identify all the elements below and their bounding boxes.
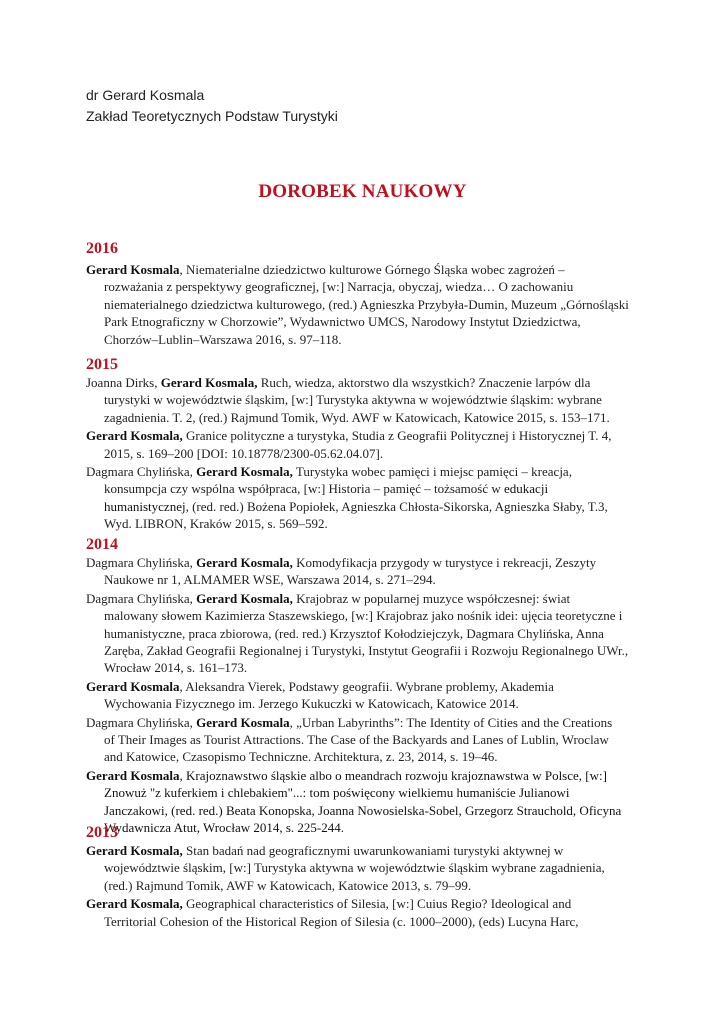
entry-text: Wrocław 2014, s. 161–173.	[104, 660, 248, 676]
entry-text: Krajobraz w popularnej muzyce współczesnej: świat	[292, 590, 571, 606]
entry-text: turystyki w województwie śląskim, [w:] Turystyka aktywna w województwie śląskim: wybrane	[104, 392, 602, 408]
author-name-bold: Gerard Kosmala	[86, 678, 180, 694]
entry-text: Janczakowi, (red. red.) Beata Konopska, Joanna Nowosielska-Sobel, Grzegorz Strauchold, Oficyna	[104, 802, 622, 818]
author-name-bold: Gerard Kosmala,	[86, 428, 183, 444]
bibliography-entry	[86, 714, 646, 766]
entry-text: Naukowe nr 1, ALMAMER WSE, Warszawa 2014, s. 271–294.	[104, 572, 436, 588]
year-heading-2014: 2014	[86, 536, 118, 553]
author-name-bold: Gerard Kosmala,	[86, 843, 183, 858]
entry-text: Territorial Cohesion of the Historical Region of Silesia (c. 1000–2000), (eds) Lucyna Harc,	[104, 913, 579, 929]
entry-text: and Katowice, Czasopismo Techniczne. Architektura, z. 23, 2014, s. 19–46.	[104, 749, 498, 765]
year-heading-2015: 2015	[86, 356, 118, 373]
entry-text: Dagmara Chylińska,	[86, 590, 197, 606]
entry-text: Geographical characteristics of Silesia, [w:] Cuius Regio? Ideological and	[182, 896, 572, 912]
section-2014	[86, 554, 646, 838]
author-name: dr Gerard Kosmala	[86, 87, 205, 103]
author-name-bold: Gerard Kosmala	[86, 262, 180, 277]
entry-text: humanistyczne, praca zbiorowa, (red. red.) Krzysztof Kołodziejczyk, Dagmara Chylińska, Anna	[104, 625, 604, 641]
year-heading-2013: 2013	[86, 824, 118, 841]
entry-text: Joanna Dirks,	[86, 375, 161, 390]
author-name-bold: Gerard Kosmala	[86, 767, 180, 783]
author-block	[86, 85, 338, 127]
entry-text: Chorzów–Lublin–Warszawa 2016, s. 97–118.	[104, 331, 342, 347]
entry-text: Wydawnicza Atut, Wrocław 2014, s. 225-244.	[104, 820, 344, 836]
entry-text: malowany słowem Kazimierza Staszewskiego, [w:] Krajobraz jako nośnik idei: ujęcia teoretyczne i	[104, 608, 623, 624]
entry-text: , Niematerialne dziedzictwo kulturowe Górnego Śląska wobec zagrożeń –	[179, 262, 565, 277]
entry-text: Granice polityczne a turystyka, Studia z Geografii Politycznej i Historycznej T. 4,	[182, 428, 612, 444]
bibliography-entry	[86, 374, 646, 426]
entry-text: edukacji	[504, 481, 549, 497]
author-name-bold: Gerard Kosmala,	[86, 896, 183, 912]
entry-text: Turystyka wobec pamięci i miejsc pamięci – kreacja,	[292, 464, 572, 480]
entry-text: , Krajoznawstwo śląskie albo o meandrach rozwoju krajoznawstwa w Polsce, [w:]	[179, 767, 607, 783]
entry-text: województwie śląskim, [w:] Turystyka aktywna w województwie śląskim wybrane zagadnienia,	[104, 860, 605, 876]
entry-text: rozważania z perspektywy geograficznej, [w:] Narracja, obyczaj, wiedza… O zachowaniu	[104, 279, 574, 295]
section-2015	[86, 374, 646, 534]
entry-text: Dagmara Chylińska,	[86, 714, 197, 730]
author-department: Zakład Teoretycznych Podstaw Turystyki	[86, 108, 338, 124]
entry-text: , Aleksandra Vierek, Podstawy geografii. Wybrane problemy, Akademia	[179, 678, 554, 694]
bibliography-entry	[86, 678, 646, 713]
entry-text: Stan badań nad geograficznymi uwarunkowaniami turystyki aktywnej w	[182, 843, 564, 858]
entry-text: Park Etnograficzny w Chorzowie”, Wydawnictwo UMCS, Narodowy Instytut Dziedzictwa,	[104, 314, 581, 330]
entry-text: Znowuż "z kuferkiem i chlebakiem"...: tom poświęcony wielkiemu humaniście Julianowi	[104, 785, 570, 801]
entry-text: 2015, s. 169–200 [DOI: 10.18778/2300-05.62.04.07].	[104, 445, 384, 461]
bibliography-entry	[86, 842, 646, 894]
year-heading-2016: 2016	[86, 240, 118, 257]
entry-text: Ruch, wiedza, aktorstwo dla wszystkich? Znaczenie larpów dla	[257, 375, 591, 390]
entry-text: , „Urban Labyrinths”: The Identity of Cities and the Creations	[289, 714, 613, 730]
entry-text: of Their Images as Tourist Attractions. The Case of the Backyards and Lanes of Lublin, Wroclaw	[104, 732, 609, 748]
entry-text: zagadnienia. T. 2, (red.) Rajmund Tomik, Wyd. AWF w Katowicach, Katowice 2015, s. 153–171.	[104, 409, 610, 425]
author-name-bold: Gerard Kosmala,	[196, 590, 293, 606]
document-title: DOROBEK NAUKOWY	[258, 181, 467, 202]
author-name-bold: Gerard Kosmala,	[196, 555, 293, 570]
author-name-bold: Gerard Kosmala	[196, 714, 290, 730]
entry-text: Komodyfikacja przygody w turystyce i rekreacji, Zeszyty	[292, 555, 597, 570]
bibliography-entry	[86, 554, 646, 589]
bibliography-entry	[86, 463, 646, 533]
entry-text: Zaręba, Zakład Geografii Regionalnej i Turystyki, Instytut Geografii i Rozwoju Regionalnego UWr.,	[104, 643, 629, 659]
bibliography-entry	[86, 427, 646, 462]
entry-text: Wyd. LIBRON, Kraków 2015, s. 569–592.	[104, 516, 328, 532]
entry-text: niematerialnego dziedzictwa kulturowego, (red.) Agnieszka Przybyła-Dumin, Muzeum „Górnośląski	[104, 296, 629, 312]
section-2016	[86, 261, 646, 349]
entry-text: konsumpcja czy wspólna współpraca, [w:] Historia – pamięć – tożsamość w	[104, 481, 505, 497]
entry-text: Wychowania Fizycznego im. Jerzego Kukuczki w Katowicach, Katowice 2014.	[104, 696, 519, 712]
entry-text: Dagmara Chylińska,	[86, 464, 197, 480]
entry-text: humanistycznej	[104, 498, 186, 514]
entry-text: Dagmara Chylińska,	[86, 555, 197, 570]
section-2013	[86, 842, 646, 931]
author-name-bold: Gerard Kosmala,	[196, 464, 293, 480]
author-name-bold: Gerard Kosmala,	[160, 375, 258, 390]
bibliography-entry	[86, 261, 646, 348]
entry-text: , (red. red.) Bożena Popiołek, Agnieszka Chłosta-Sikorska, Agnieszka Słaby, T.3,	[185, 498, 608, 514]
bibliography-entry	[86, 895, 646, 930]
entry-text: (red.) Rajmund Tomik, AWF w Katowicach, Katowice 2013, s. 79–99.	[104, 877, 472, 893]
bibliography-entry	[86, 590, 646, 677]
bibliography-entry	[86, 767, 646, 837]
